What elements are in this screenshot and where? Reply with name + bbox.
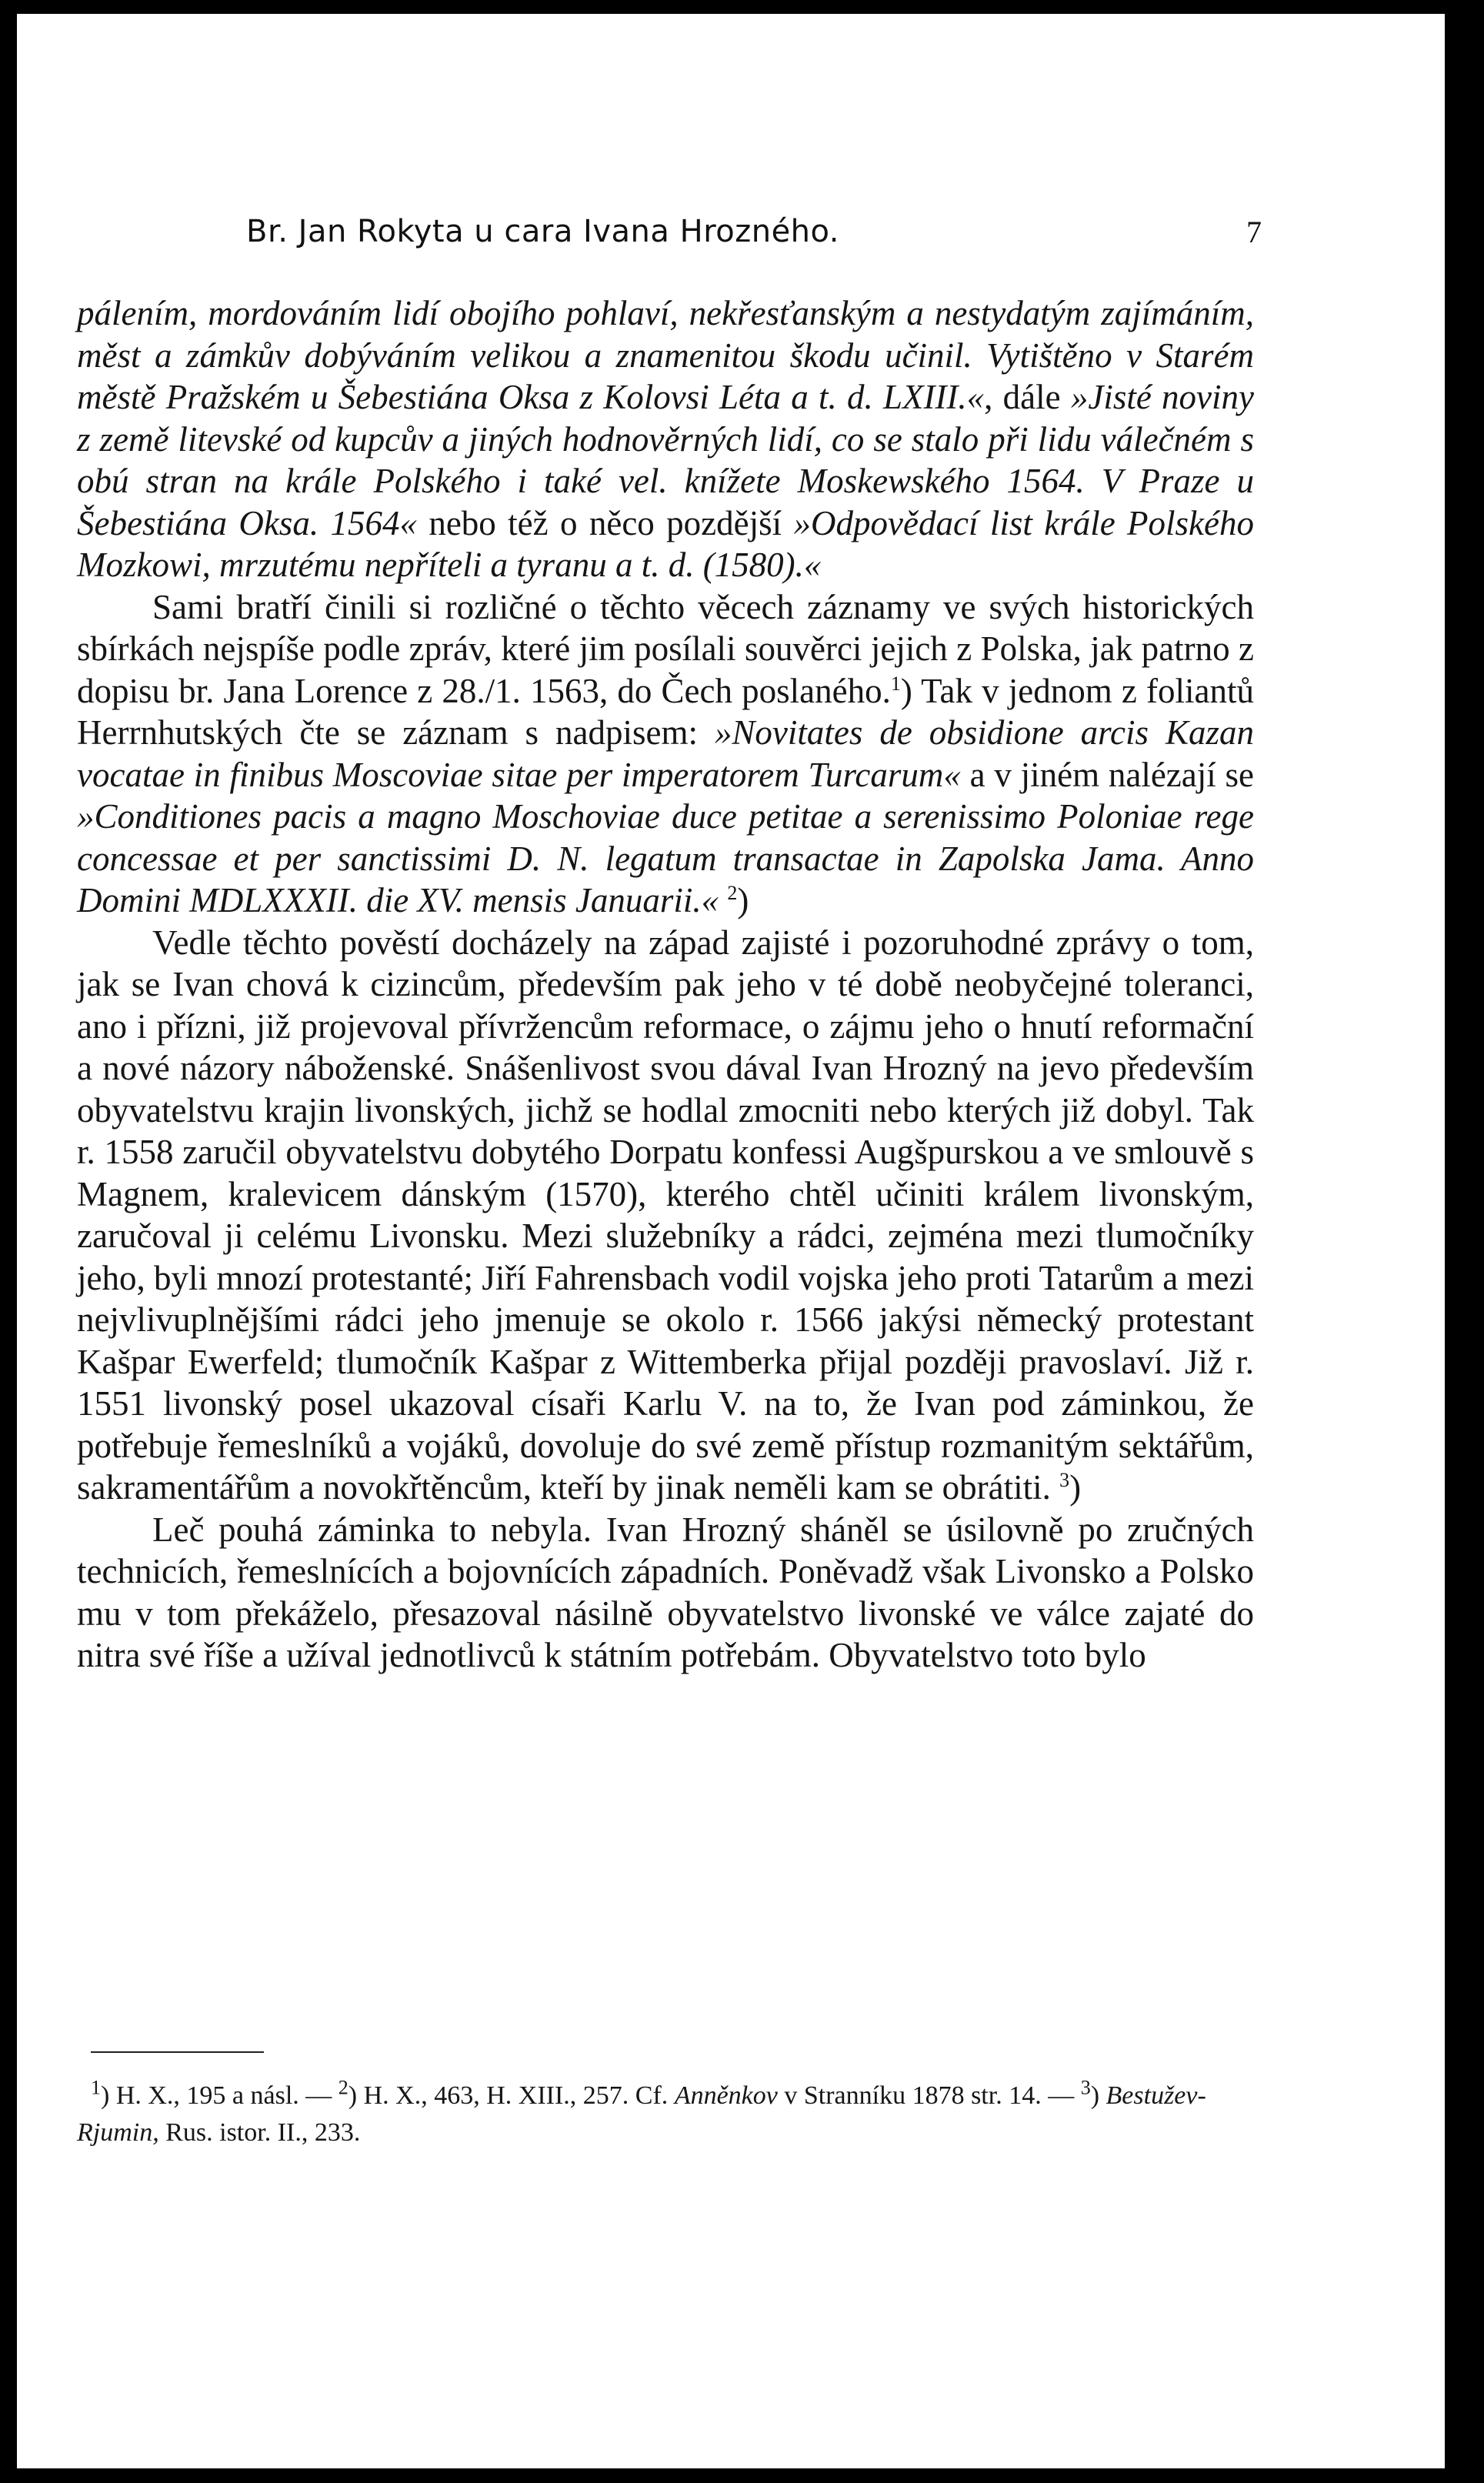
text-run: nebo též o něco pozdější [416,503,794,542]
header-title: Br. Jan Rokyta u cara Ivana Hrozného. [246,214,840,249]
running-header [246,214,1262,260]
footnote-mark-1: 1 [91,2076,101,2099]
footnote-mark-3: 3 [1080,2076,1091,2099]
page-number: 7 [1246,215,1262,249]
footnote-text-1: ) H. X., 195 a násl. — [101,2081,338,2110]
footnote-ref-1: 1 [890,672,901,695]
footnote-ref-2: 2 [727,882,738,904]
paragraph-3 [77,922,1254,1509]
footnote-divider [91,2051,264,2053]
footnote-text-2: ) H. X., 463, H. XIII., 257. Cf. [348,2081,675,2110]
footnote-text-3b: Rus. istor. II., 233. [158,2118,361,2147]
paragraph-1 [77,292,1254,586]
text-run: , dále [984,378,1071,416]
text-run: Vedle těchto pověstí docházely na západ zajisté i pozoruhodné zprávy o tom, jak se Ivan chová k cizincům, především pak jeho v té době neobyčejné toleranci, ano i přízni, již projevoval přívržencům reformace, o zájmu jeho o hnutí reformační a nové názory náboženské. Snášenlivost svou dával Ivan Hrozný na jevo především obyvatelstvu krajin livonských, jichž se hodlal zmocniti nebo kterých již dobyl. Tak r. 1558 zaručil obyvatelstvu dobytého Dorpatu konfessi Augšpurskou a ve smlouvě s Magnem, kralevicem dánským (1570), kterého chtěl učiniti králem livonským, zaručoval ji celému Livonsku. Mezi služebníky a rádci, zejména mezi tlumočníky jeho, byli mnozí protestanté; Jiří Fahrensbach vodil vojska jeho proti Tatarům a mezi nejvlivuplnějšími rádci jeho jmenuje se okolo r. 1566 jakýsi německý protestant Kašpar Ewerfeld; tlumočník Kašpar z Wittemberka přijal později pravoslaví. Již r. 1551 livonský posel ukazoval císaři Karlu V. na to, že Ivan pod záminkou, že potřebuje řemeslníků a vojáků, dovoluje do své země přístup rozmanitým sektářům, sakramentářům a novokřtěncům, kteří by jinak neměli kam se obrátiti. [77,923,1254,1507]
text-run [719,881,727,919]
footnote-ref-3: 3 [1059,1469,1070,1491]
italic-title-2: »Jisté noviny z země litevské od kupcův a jiných hodnověrných lidí, co se stalo při lidu válečném s obú stran na krále Polského i také vel. knížete Moskewského 1564. V Praze u Šebestiána Oksa. 1564« [77,378,1254,542]
paragraph-2 [77,586,1254,922]
footnote-text-2b: v Stranníku 1878 str. 14. — [777,2081,1081,2110]
footnote-text-3: ) [1090,2081,1106,2110]
text-run: Leč pouhá záminka to nebyla. Ivan Hrozný sháněl se úsilovně po zručných technicích, řemeslnících a bojovnících západních. Poněvadž však Livonsko a Polsko mu v tom překáželo, přesazoval násilně obyvatelstvo livonské ve válce zajaté do nitra své říše a užíval jednotlivců k státním potřebám. Obyvatelstvo toto bylo [77,1510,1254,1674]
footnotes [77,2078,1254,2151]
latin-title-1: »Novitates de obsidione arcis Kazan vocatae in finibus Moscoviae sitae per imperatorem Turcarum« [77,713,1254,794]
text-run: a v jiném nalézají se [960,755,1254,794]
footnote-author-2: Bestužev-Rjumin, [77,2081,1206,2147]
latin-title-2: »Conditiones pacis a magno Moschoviae duce petitae a serenissimo Poloniae rege concessae et per sanctissimi D. N. legatum transactae in Zapolska Jama. Anno Domini MDLXXXII. die XV. mensis Januarii.« [77,797,1254,919]
text-run: ) Tak v jednom z foliantů Herrnhutských čte se záznam s nadpisem: [77,671,1254,752]
scan-border [1445,0,1484,2483]
footnote-mark-2: 2 [338,2076,348,2099]
italic-title-1: pálením, mordováním lidí obojího pohlaví, nekřesťanským a nestydatým zajímáním, měst a zámkův dobýváním velikou a znamenitou škodu učinil. Vytištěno v Starém městě Pražském u Šebestiána Oksa z Kolovsi Léta a t. d. LXIII.« [77,294,1254,416]
text-run: ) [737,881,749,919]
footnote-line [77,2078,1254,2151]
body-text [77,292,1254,1677]
paragraph-4 [77,1509,1254,1677]
text-run: ) [1069,1468,1082,1507]
text-run: Sami bratří činili si rozličné o těchto věcech záznamy ve svých historických sbírkách nejspíše podle zpráv, které jim posílali souvěrci jejich z Polska, jak patrno z dopisu br. Jana Lorence z 28./1. 1563, do Čech poslaného. [77,587,1254,710]
footnote-author-1: Anněnkov [674,2081,778,2110]
italic-title-3: »Odpovědací list krále Polského Mozkowi, mrzutému nepříteli a tyranu a t. d. (1580).« [77,503,1254,584]
